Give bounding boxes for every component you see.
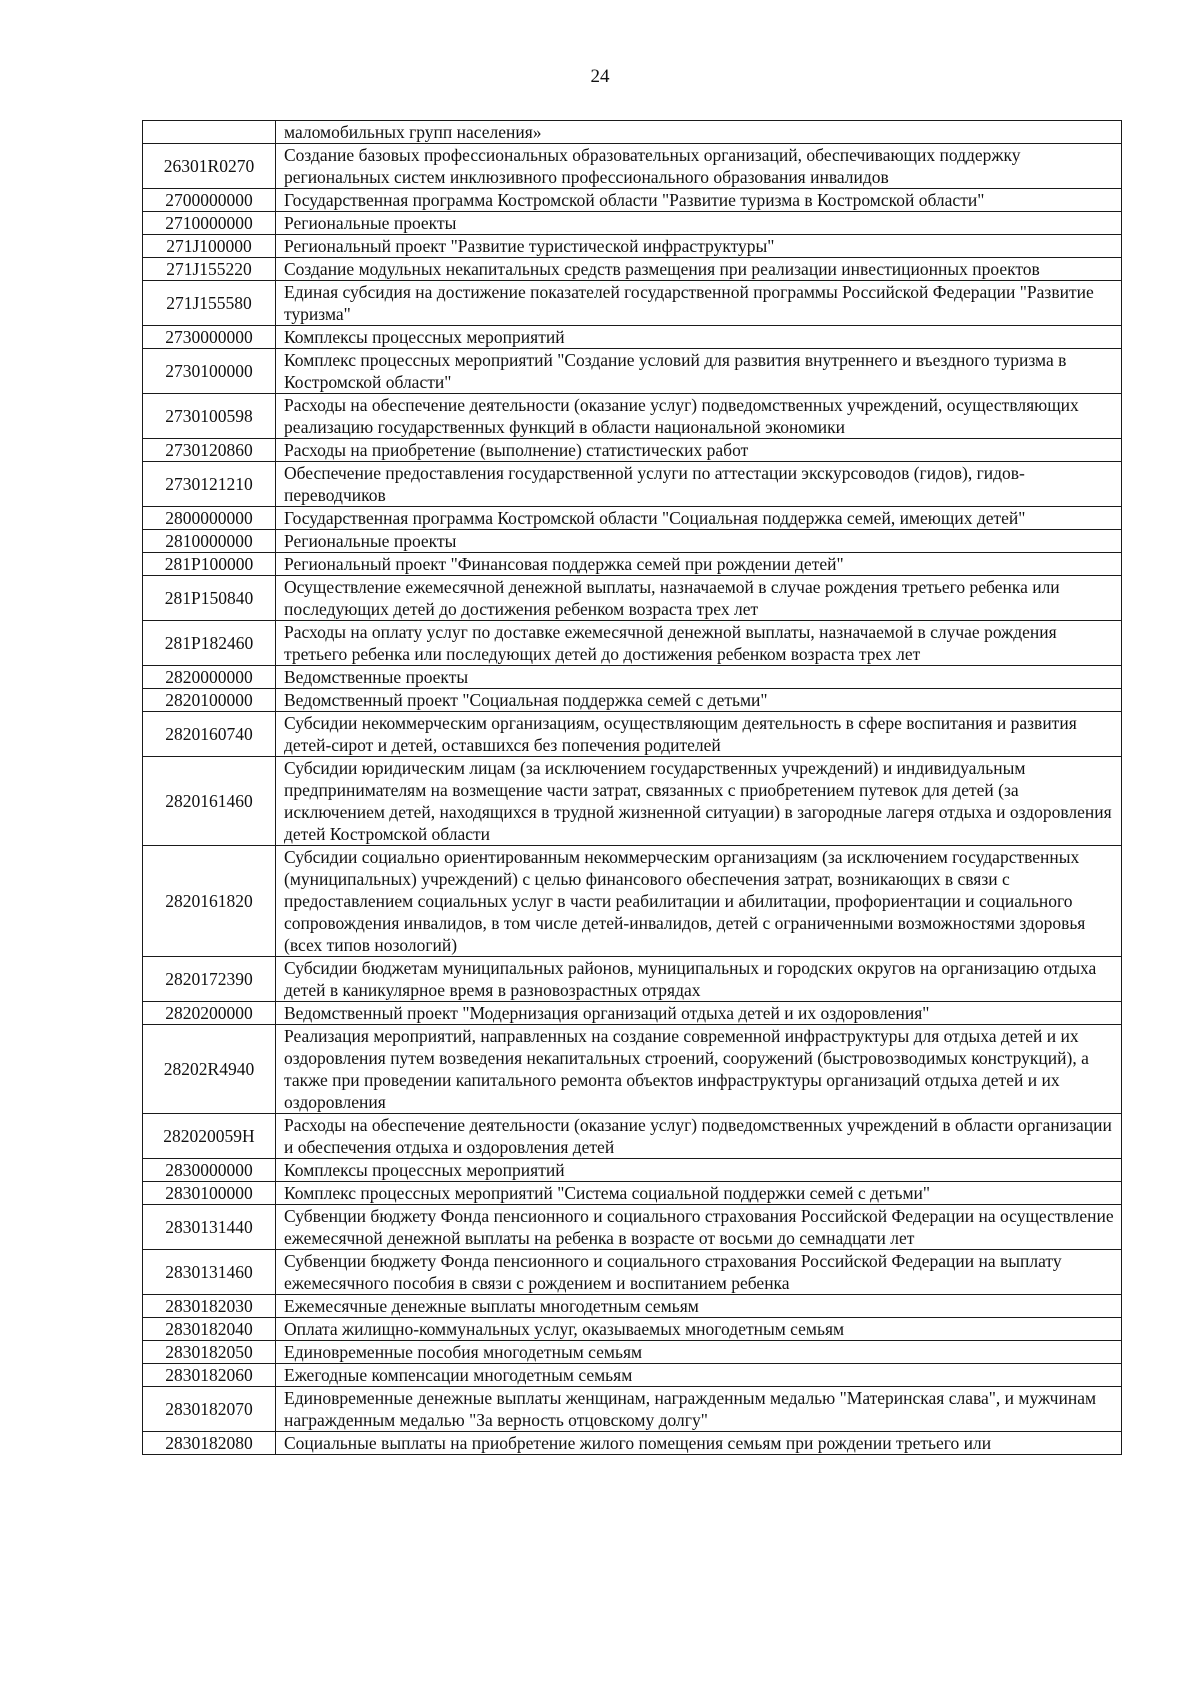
classification-code-cell: 2730100598 <box>143 394 276 439</box>
classification-code-cell: 2820100000 <box>143 689 276 712</box>
classification-code-cell: 2730121210 <box>143 462 276 507</box>
expenditure-name-cell: Ведомственный проект "Модернизация организаций отдыха детей и их оздоровления" <box>276 1002 1122 1025</box>
expenditure-name-cell: Ведомственные проекты <box>276 666 1122 689</box>
expenditure-name-cell: Обеспечение предоставления государственной услуги по аттестации экскурсоводов (гидов), гидов-переводчиков <box>276 462 1122 507</box>
classification-code-cell: 2810000000 <box>143 530 276 553</box>
classification-code-cell <box>143 121 276 144</box>
expenditure-name-cell: Комплекс процессных мероприятий "Создание условий для развития внутреннего и въездного туризма в Костромской области" <box>276 349 1122 394</box>
table-row <box>143 439 1122 462</box>
table-row <box>143 1250 1122 1295</box>
expenditure-name-cell: Ежегодные компенсации многодетным семьям <box>276 1364 1122 1387</box>
table-row <box>143 121 1122 144</box>
table-row <box>143 212 1122 235</box>
expenditure-name-cell: Субсидии социально ориентированным некоммерческим организациям (за исключением государственных (муниципальных) учреждений) с целью финансового обеспечения затрат, возникающих в связи с предоставлением социальных услуг в части реабилитации и абилитации, профориентации и социального сопровождения инвалидов, в том числе детей-инвалидов, детей с ограниченными возможностями здоровья (всех типов нозологий) <box>276 846 1122 957</box>
table-row <box>143 712 1122 757</box>
classification-code-cell: 2730120860 <box>143 439 276 462</box>
table-row <box>143 1318 1122 1341</box>
expenditure-name-cell: Расходы на обеспечение деятельности (оказание услуг) подведомственных учреждений в области организации и обеспечения отдыха и оздоровления детей <box>276 1114 1122 1159</box>
classification-code-cell: 281P182460 <box>143 621 276 666</box>
table-row <box>143 689 1122 712</box>
table-row <box>143 530 1122 553</box>
expenditure-name-cell: Единовременные денежные выплаты женщинам, награжденным медалью "Материнская слава", и мужчинам награжденным медалью "За верность отцовскому долгу" <box>276 1387 1122 1432</box>
table-row <box>143 553 1122 576</box>
table-row <box>143 349 1122 394</box>
table-row <box>143 1025 1122 1114</box>
table-row <box>143 144 1122 189</box>
classification-code-cell: 2800000000 <box>143 507 276 530</box>
table-row <box>143 258 1122 281</box>
classification-code-cell: 2820200000 <box>143 1002 276 1025</box>
page-number: 24 <box>590 66 610 87</box>
table-body <box>143 121 1122 1455</box>
table-row <box>143 462 1122 507</box>
table-row <box>143 846 1122 957</box>
table-row <box>143 1387 1122 1432</box>
table-row <box>143 1295 1122 1318</box>
classification-code-cell: 28202R4940 <box>143 1025 276 1114</box>
expenditure-name-cell: Комплексы процессных мероприятий <box>276 1159 1122 1182</box>
classification-code-cell: 2830000000 <box>143 1159 276 1182</box>
expenditure-name-cell: Социальные выплаты на приобретение жилого помещения семьям при рождении третьего или <box>276 1432 1122 1455</box>
table-row <box>143 1182 1122 1205</box>
expenditure-name-cell: Субсидии бюджетам муниципальных районов, муниципальных и городских округов на организацию отдыха детей в каникулярное время в разновозрастных отрядах <box>276 957 1122 1002</box>
table-row <box>143 1205 1122 1250</box>
classification-code-cell: 271J155580 <box>143 281 276 326</box>
table-row <box>143 189 1122 212</box>
table-row <box>143 621 1122 666</box>
expenditure-name-cell: Субсидии юридическим лицам (за исключением государственных учреждений) и индивидуальным предпринимателям на возмещение части затрат, связанных с приобретением путевок для детей (за исключением детей, находящихся в трудной жизненной ситуации) в загородные лагеря отдыха и оздоровления детей Костромской области <box>276 757 1122 846</box>
expenditure-name-cell: маломобильных групп населения» <box>276 121 1122 144</box>
classification-code-cell: 2830182080 <box>143 1432 276 1455</box>
classification-code-cell: 2830100000 <box>143 1182 276 1205</box>
expenditure-name-cell: Региональный проект "Финансовая поддержка семей при рождении детей" <box>276 553 1122 576</box>
expenditure-name-cell: Ведомственный проект "Социальная поддержка семей с детьми" <box>276 689 1122 712</box>
expenditure-name-cell: Государственная программа Костромской области "Социальная поддержка семей, имеющих детей" <box>276 507 1122 530</box>
expenditure-name-cell: Комплексы процессных мероприятий <box>276 326 1122 349</box>
table-row <box>143 666 1122 689</box>
expenditure-name-cell: Реализация мероприятий, направленных на создание современной инфраструктуры для отдыха детей и их оздоровления путем возведения некапитальных строений, сооружений (быстровозводимых конструкций), а также при проведении капитального ремонта объектов инфраструктуры организаций отдыха детей и их оздоровления <box>276 1025 1122 1114</box>
table-row <box>143 507 1122 530</box>
classification-code-cell: 281P100000 <box>143 553 276 576</box>
table-row <box>143 1432 1122 1455</box>
expenditure-name-cell: Единая субсидия на достижение показателей государственной программы Российской Федерации "Развитие туризма" <box>276 281 1122 326</box>
classification-code-cell: 2820161460 <box>143 757 276 846</box>
expenditure-name-cell: Осуществление ежемесячной денежной выплаты, назначаемой в случае рождения третьего ребенка или последующих детей до достижения ребенком возраста трех лет <box>276 576 1122 621</box>
expenditure-name-cell: Расходы на обеспечение деятельности (оказание услуг) подведомственных учреждений, осуществляющих реализацию государственных функций в области национальной экономики <box>276 394 1122 439</box>
expenditure-name-cell: Создание модульных некапитальных средств размещения при реализации инвестиционных проектов <box>276 258 1122 281</box>
classification-code-cell: 2830182060 <box>143 1364 276 1387</box>
expenditure-name-cell: Региональный проект "Развитие туристической инфраструктуры" <box>276 235 1122 258</box>
classification-code-cell: 2820161820 <box>143 846 276 957</box>
expenditure-name-cell: Расходы на приобретение (выполнение) статистических работ <box>276 439 1122 462</box>
expenditure-name-cell: Субсидии некоммерческим организациям, осуществляющим деятельность в сфере воспитания и развития детей-сирот и детей, оставшихся без попечения родителей <box>276 712 1122 757</box>
table-row <box>143 281 1122 326</box>
table-row <box>143 1364 1122 1387</box>
budget-classification-table <box>142 120 1122 1455</box>
table-row <box>143 394 1122 439</box>
table-row <box>143 957 1122 1002</box>
classification-code-cell: 2820000000 <box>143 666 276 689</box>
expenditure-name-cell: Расходы на оплату услуг по доставке ежемесячной денежной выплаты, назначаемой в случае рождения третьего ребенка или последующих детей до достижения ребенком возраста трех лет <box>276 621 1122 666</box>
table-row <box>143 235 1122 258</box>
expenditure-name-cell: Создание базовых профессиональных образовательных организаций, обеспечивающих поддержку региональных систем инклюзивного профессионального образования инвалидов <box>276 144 1122 189</box>
classification-code-cell: 2830182050 <box>143 1341 276 1364</box>
classification-code-cell: 2830131460 <box>143 1250 276 1295</box>
classification-code-cell: 2700000000 <box>143 189 276 212</box>
expenditure-name-cell: Государственная программа Костромской области "Развитие туризма в Костромской области" <box>276 189 1122 212</box>
table-row <box>143 326 1122 349</box>
table-row <box>143 576 1122 621</box>
classification-code-cell: 281P150840 <box>143 576 276 621</box>
classification-code-cell: 2820160740 <box>143 712 276 757</box>
classification-code-cell: 2820172390 <box>143 957 276 1002</box>
table-row <box>143 1341 1122 1364</box>
table-row <box>143 1114 1122 1159</box>
classification-code-cell: 2830131440 <box>143 1205 276 1250</box>
table-row <box>143 757 1122 846</box>
classification-code-cell: 271J100000 <box>143 235 276 258</box>
expenditure-name-cell: Субвенции бюджету Фонда пенсионного и социального страхования Российской Федерации на осуществление ежемесячной денежной выплаты на ребенка в возрасте от восьми до семнадцати лет <box>276 1205 1122 1250</box>
classification-code-cell: 2830182070 <box>143 1387 276 1432</box>
classification-code-cell: 282020059H <box>143 1114 276 1159</box>
classification-code-cell: 271J155220 <box>143 258 276 281</box>
expenditure-name-cell: Комплекс процессных мероприятий "Система социальной поддержки семей с детьми" <box>276 1182 1122 1205</box>
expenditure-name-cell: Региональные проекты <box>276 530 1122 553</box>
expenditure-name-cell: Единовременные пособия многодетным семьям <box>276 1341 1122 1364</box>
expenditure-name-cell: Субвенции бюджету Фонда пенсионного и социального страхования Российской Федерации на выплату ежемесячного пособия в связи с рождением и воспитанием ребенка <box>276 1250 1122 1295</box>
classification-code-cell: 2830182030 <box>143 1295 276 1318</box>
table-row <box>143 1159 1122 1182</box>
expenditure-name-cell: Оплата жилищно-коммунальных услуг, оказываемых многодетным семьям <box>276 1318 1122 1341</box>
classification-code-cell: 2730000000 <box>143 326 276 349</box>
classification-code-cell: 2830182040 <box>143 1318 276 1341</box>
table-row <box>143 1002 1122 1025</box>
expenditure-name-cell: Ежемесячные денежные выплаты многодетным семьям <box>276 1295 1122 1318</box>
expenditure-name-cell: Региональные проекты <box>276 212 1122 235</box>
classification-code-cell: 2730100000 <box>143 349 276 394</box>
classification-code-cell: 26301R0270 <box>143 144 276 189</box>
classification-code-cell: 2710000000 <box>143 212 276 235</box>
